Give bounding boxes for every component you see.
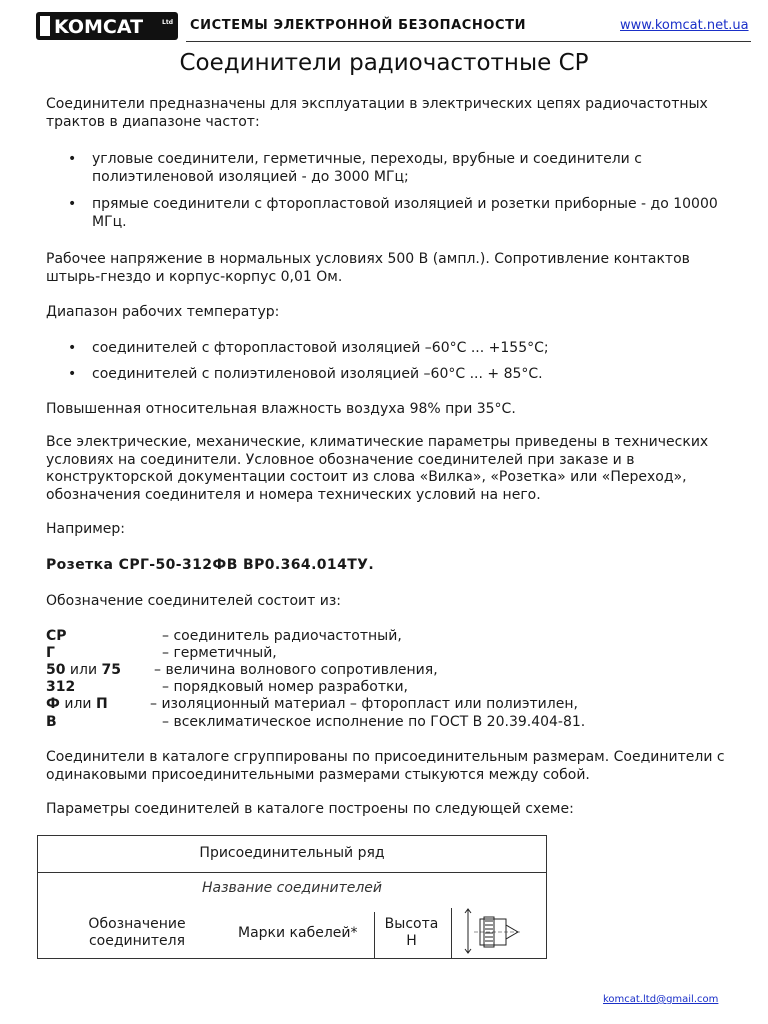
designation-description: – порядковый номер разработки, xyxy=(162,679,408,695)
list-item: • соединителей с полиэтиленовой изоляцией –60°С ... + 85°С. xyxy=(68,366,543,382)
connector-drawing-icon xyxy=(464,907,526,955)
table-divider xyxy=(374,912,375,958)
komcat-logo xyxy=(36,12,178,40)
bullet-icon: • xyxy=(68,196,77,212)
company-tagline: СИСТЕМЫ ЭЛЕКТРОННОЙ БЕЗОПАСНОСТИ xyxy=(190,18,527,33)
table-header-connection-row: Присоединительный ряд xyxy=(199,845,385,861)
designation-code: 312 xyxy=(46,679,76,695)
humidity-paragraph: Повышенная относительная влажность воздуха 98% при 35°С. xyxy=(46,401,516,417)
website-link[interactable]: www.komcat.net.ua xyxy=(620,18,749,33)
scheme-intro: Параметры соединителей в каталоге построены по следующей схеме: xyxy=(46,801,574,817)
intro-paragraph: Соединители предназначены для эксплуатации в электрических цепях радиочастотных трактов в диапазоне частот: xyxy=(46,96,708,130)
bullet-icon: • xyxy=(68,340,77,356)
table-col-designation: Обозначение соединителя xyxy=(88,916,186,949)
voltage-paragraph: Рабочее напряжение в нормальных условиях 500 В (ампл.). Сопротивление контактов штырь-гнездо и корпус-корпус 0,01 Ом. xyxy=(46,251,690,285)
designation-description: – герметичный, xyxy=(162,645,277,661)
svg-text:KOMCAT: KOMCAT xyxy=(54,16,144,38)
parameters-paragraph: Все электрические, механические, климатические параметры приведены в технических условиях на соединители. Условное обозначение соединителей при заказе и в конструкторской документации состоит из слова «Вилка», «Розетка» или «Переход», обозначения соединителя и номера технических условий на него. xyxy=(46,434,709,503)
designation-code: СР xyxy=(46,628,67,644)
list-item: • соединителей с фторопластовой изоляцией –60°С ... +155°С; xyxy=(68,340,549,356)
designation-description: – соединитель радиочастотный, xyxy=(162,628,402,644)
table-col-cables: Марки кабелей* xyxy=(238,925,358,941)
designation-code: Г xyxy=(46,645,55,661)
temperature-heading: Диапазон рабочих температур: xyxy=(46,304,280,320)
designation-description: – всеклиматическое исполнение по ГОСТ В 20.39.404-81. xyxy=(162,714,586,730)
footer-email-link[interactable]: komcat.ltd@gmail.com xyxy=(603,994,719,1005)
designation-code: 50 или 75 xyxy=(46,662,122,678)
table-connector-name: Название соединителей xyxy=(201,880,383,896)
list-item: • прямые соединители с фторопластовой изоляцией и розетки приборные - до 10000 МГц. xyxy=(68,196,718,230)
bullet-icon: • xyxy=(68,151,77,167)
designation-code: В xyxy=(46,714,57,730)
table-col-height: Высота Н xyxy=(384,916,439,949)
designation-description: – изоляционный материал – фторопласт или полиэтилен, xyxy=(150,696,578,712)
header-divider xyxy=(186,41,751,42)
table-divider xyxy=(38,872,546,873)
bullet-icon: • xyxy=(68,366,77,382)
designation-heading: Обозначение соединителей состоит из: xyxy=(46,593,342,609)
example-designation: Розетка СРГ-50-312ФВ ВР0.364.014ТУ. xyxy=(46,557,375,573)
list-item: • угловые соединители, герметичные, переходы, врубные и соединители с полиэтиленовой изоляцией - до 3000 МГц; xyxy=(68,151,642,185)
grouping-paragraph: Соединители в каталоге сгруппированы по присоединительным размерам. Соединители с одинаковыми присоединительными размерами стыкуются между собой. xyxy=(46,749,725,783)
designation-description: – величина волнового сопротивления, xyxy=(154,662,438,678)
designation-code: Ф или П xyxy=(46,696,108,712)
page-title: Соединители радиочастотные СР xyxy=(179,50,589,76)
table-divider xyxy=(451,908,452,958)
example-label: Например: xyxy=(46,521,126,537)
svg-text:Ltd: Ltd xyxy=(162,19,173,26)
